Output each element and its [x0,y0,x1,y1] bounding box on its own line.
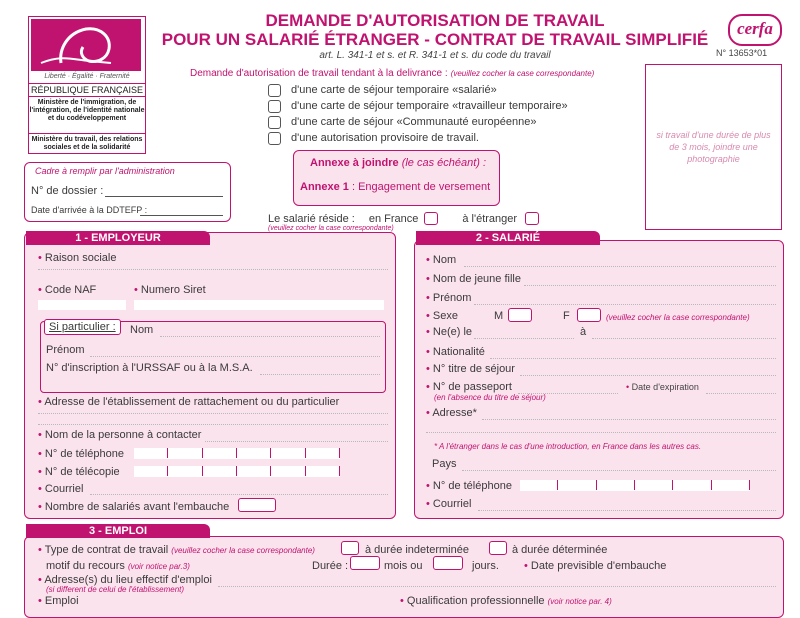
request-title: Demande d'autorisation de travail tendant à la delivrance : (veuillez cocher la case correspondante) [190,68,595,79]
adresse-etablissement-field-2[interactable] [38,424,388,425]
residence-note: (veuillez cocher la case correspondante) [268,225,394,232]
dossier-label: N° de dossier : [31,185,104,197]
arrival-date-label: Date d'arrivée à la DDTEFP : [31,205,148,215]
motif-label: motif du recours (voir notice par.3) [46,560,190,572]
request-options: d'une carte de séjour temporaire «salarié» d'une carte de séjour temporaire «travailleur temporaire» d'une carte de séjour «Communauté européenne» d'une autorisation provisoire de travail. [268,82,568,146]
sexe-label: • Sexe [426,310,458,322]
nombre-salaries-label: • Nombre de salariés avant l'embauche [38,501,230,513]
raison-sociale-field[interactable] [38,269,388,270]
passeport-note: (en l'absence du titre de séjour) [434,393,546,402]
job-section-header: 3 - EMPLOI [26,524,210,538]
salarie-courriel-field[interactable] [478,510,776,511]
contract-cdd-checkbox[interactable] [489,541,507,555]
employer-telephone-field[interactable] [134,448,340,459]
option-autorisation-provisoire-checkbox[interactable] [268,132,281,145]
option-communaute-europeenne-checkbox[interactable] [268,116,281,129]
date-embauche-label: • Date previsible d'embauche [524,560,667,572]
particulier-nom-label: Nom [130,324,154,336]
contract-cdd-label: à durée déterminée [512,544,608,556]
siret-label: • Numero Siret [134,284,206,296]
nombre-salaries-field[interactable] [238,498,276,512]
dossier-field[interactable] [105,196,223,197]
employer-telephone-label: • N° de téléphone [38,448,124,460]
salarie-adresse-field-2[interactable] [426,432,776,433]
duree-mois-field[interactable] [350,556,380,570]
salarie-adresse-label: • Adresse* [426,407,477,419]
admin-box-title: Cadre à remplir par l'administration [35,166,175,176]
option-salarie-checkbox[interactable] [268,84,281,97]
form-title-line1: DEMANDE D'AUTORISATION DE TRAVAIL [265,11,605,30]
sexe-m-label: M [494,310,504,322]
contract-cdi-checkbox[interactable] [341,541,359,555]
duree-mois-label: mois ou [384,560,423,572]
marianne-emblem [31,19,141,71]
employer-courriel-label: • Courriel [38,483,84,495]
photo-instructions: si travail d'une durée de plus de 3 mois, joindre une photographie [656,130,771,164]
naissance-lieu-label: à [580,326,587,338]
pays-label: Pays [432,458,457,470]
adresse-etablissement-label: • Adresse de l'établissement de rattachement ou du particulier [38,396,340,408]
contract-type-label: • Type de contrat de travail (veuillez cocher la case correspondante) [38,544,315,556]
arrival-date-field[interactable] [140,215,223,216]
nationalite-label: • Nationalité [426,346,485,358]
residence-france-checkbox[interactable] [424,212,438,225]
salarie-telephone-field[interactable] [520,480,750,491]
sexe-note: (veuillez cocher la case correspondante) [606,313,750,322]
annexe-box: Annexe à joindre (le cas échéant) : Annexe 1 : Engagement de versement [293,150,500,206]
expiration-label: • Date d'expiration [626,382,699,392]
naissance-date-field[interactable] [474,338,574,339]
contact-label: • Nom de la personne à contacter [38,429,202,441]
emploi-label: • Emploi [38,595,79,607]
sexe-f-checkbox[interactable] [577,308,601,322]
annexe-1-label: Annexe 1 [300,181,349,193]
urssaf-field[interactable] [260,374,380,375]
duree-label: Durée : [312,560,349,572]
adresse-etablissement-field[interactable] [38,413,388,414]
passeport-label: • N° de passeport [426,381,512,393]
residence-abroad-checkbox[interactable] [525,212,539,225]
admin-box [24,162,231,222]
form-subtitle: art. L. 341-1 et s. et R. 341-1 et s. du code du travail [319,50,551,61]
lieu-emploi-note: (si different de celui de l'établissement) [46,585,185,594]
contract-cdi-label: à durée indeterminée [365,544,469,556]
duree-jours-label: jours. [472,560,499,572]
employer-courriel-field[interactable] [90,494,388,495]
titre-sejour-label: • N° titre de séjour [426,363,515,375]
contact-field[interactable] [205,441,388,442]
sexe-f-label: F [563,310,570,322]
code-naf-label: • Code NAF [38,284,97,296]
salarie-nom-jeune-fille-field[interactable] [524,285,776,286]
cerfa-number: N° 13653*01 [716,48,768,58]
residence-row: Le salarié réside : en France à l'étranger [268,212,539,225]
lieu-emploi-label: • Adresse(s) du lieu effectif d'emploi [38,574,212,586]
logo-country: RÉPUBLIQUE FRANÇAISE [30,85,144,95]
republique-francaise-logo [28,16,146,154]
form-title-line2: POUR UN SALARIÉ ÉTRANGER - CONTRAT DE TRAVAIL SIMPLIFIÉ [161,30,709,49]
naissance-lieu-field[interactable] [592,338,776,339]
lieu-emploi-field[interactable] [218,586,776,587]
particulier-prenom-field[interactable] [90,356,380,357]
salarie-telephone-label: • N° de téléphone [426,480,512,492]
titre-sejour-field[interactable] [520,375,776,376]
employee-section-header: 2 - SALARIÉ [416,231,600,245]
salarie-nom-field[interactable] [464,266,776,267]
particulier-prenom-label: Prénom [46,344,85,356]
duree-jours-field[interactable] [433,556,463,570]
logo-ministry-immigration: Ministère de l'immigration, de l'intégration, de l'identité nationale et du codéveloppement [29,99,145,122]
sexe-m-checkbox[interactable] [508,308,532,322]
salarie-prenom-field[interactable] [474,304,776,305]
expiration-field[interactable] [706,393,776,394]
employer-section-header: 1 - EMPLOYEUR [26,231,210,245]
salarie-nom-jeune-fille-label: • Nom de jeune fille [426,273,521,285]
cerfa-logo: cerfa [728,14,782,46]
naissance-label: • Ne(e) le [426,326,473,338]
particulier-label: Si particulier : [44,319,121,335]
logo-motto: Liberté · Égalité · Fraternité [44,73,130,80]
pays-field[interactable] [462,470,776,471]
employer-telecopie-field[interactable] [134,466,340,477]
salarie-adresse-field[interactable] [482,419,776,420]
raison-sociale-label: • Raison sociale [38,252,117,264]
siret-field[interactable] [134,300,384,310]
salarie-courriel-label: • Courriel [426,498,472,510]
urssaf-label: N° d'inscription à l'URSSAF ou à la M.S.A. [46,362,253,374]
qualification-label: • Qualification professionnelle (voir notice par. 4) [400,595,612,607]
logo-ministry-travail: Ministère du travail, des relations sociales et de la solidarité [29,133,145,152]
nationalite-field[interactable] [490,358,776,359]
option-travailleur-temporaire-checkbox[interactable] [268,100,281,113]
annexe-title: Annexe à joindre [310,157,399,169]
salarie-prenom-label: • Prénom [426,292,472,304]
particulier-nom-field[interactable] [160,336,380,337]
salarie-nom-label: • Nom [426,254,457,266]
photo-box[interactable] [645,64,782,230]
code-naf-field[interactable] [38,300,126,310]
adresse-note: * A l'étranger dans le cas d'une introduction, en France dans les autres cas. [434,442,702,451]
employer-telecopie-label: • N° de télécopie [38,466,120,478]
